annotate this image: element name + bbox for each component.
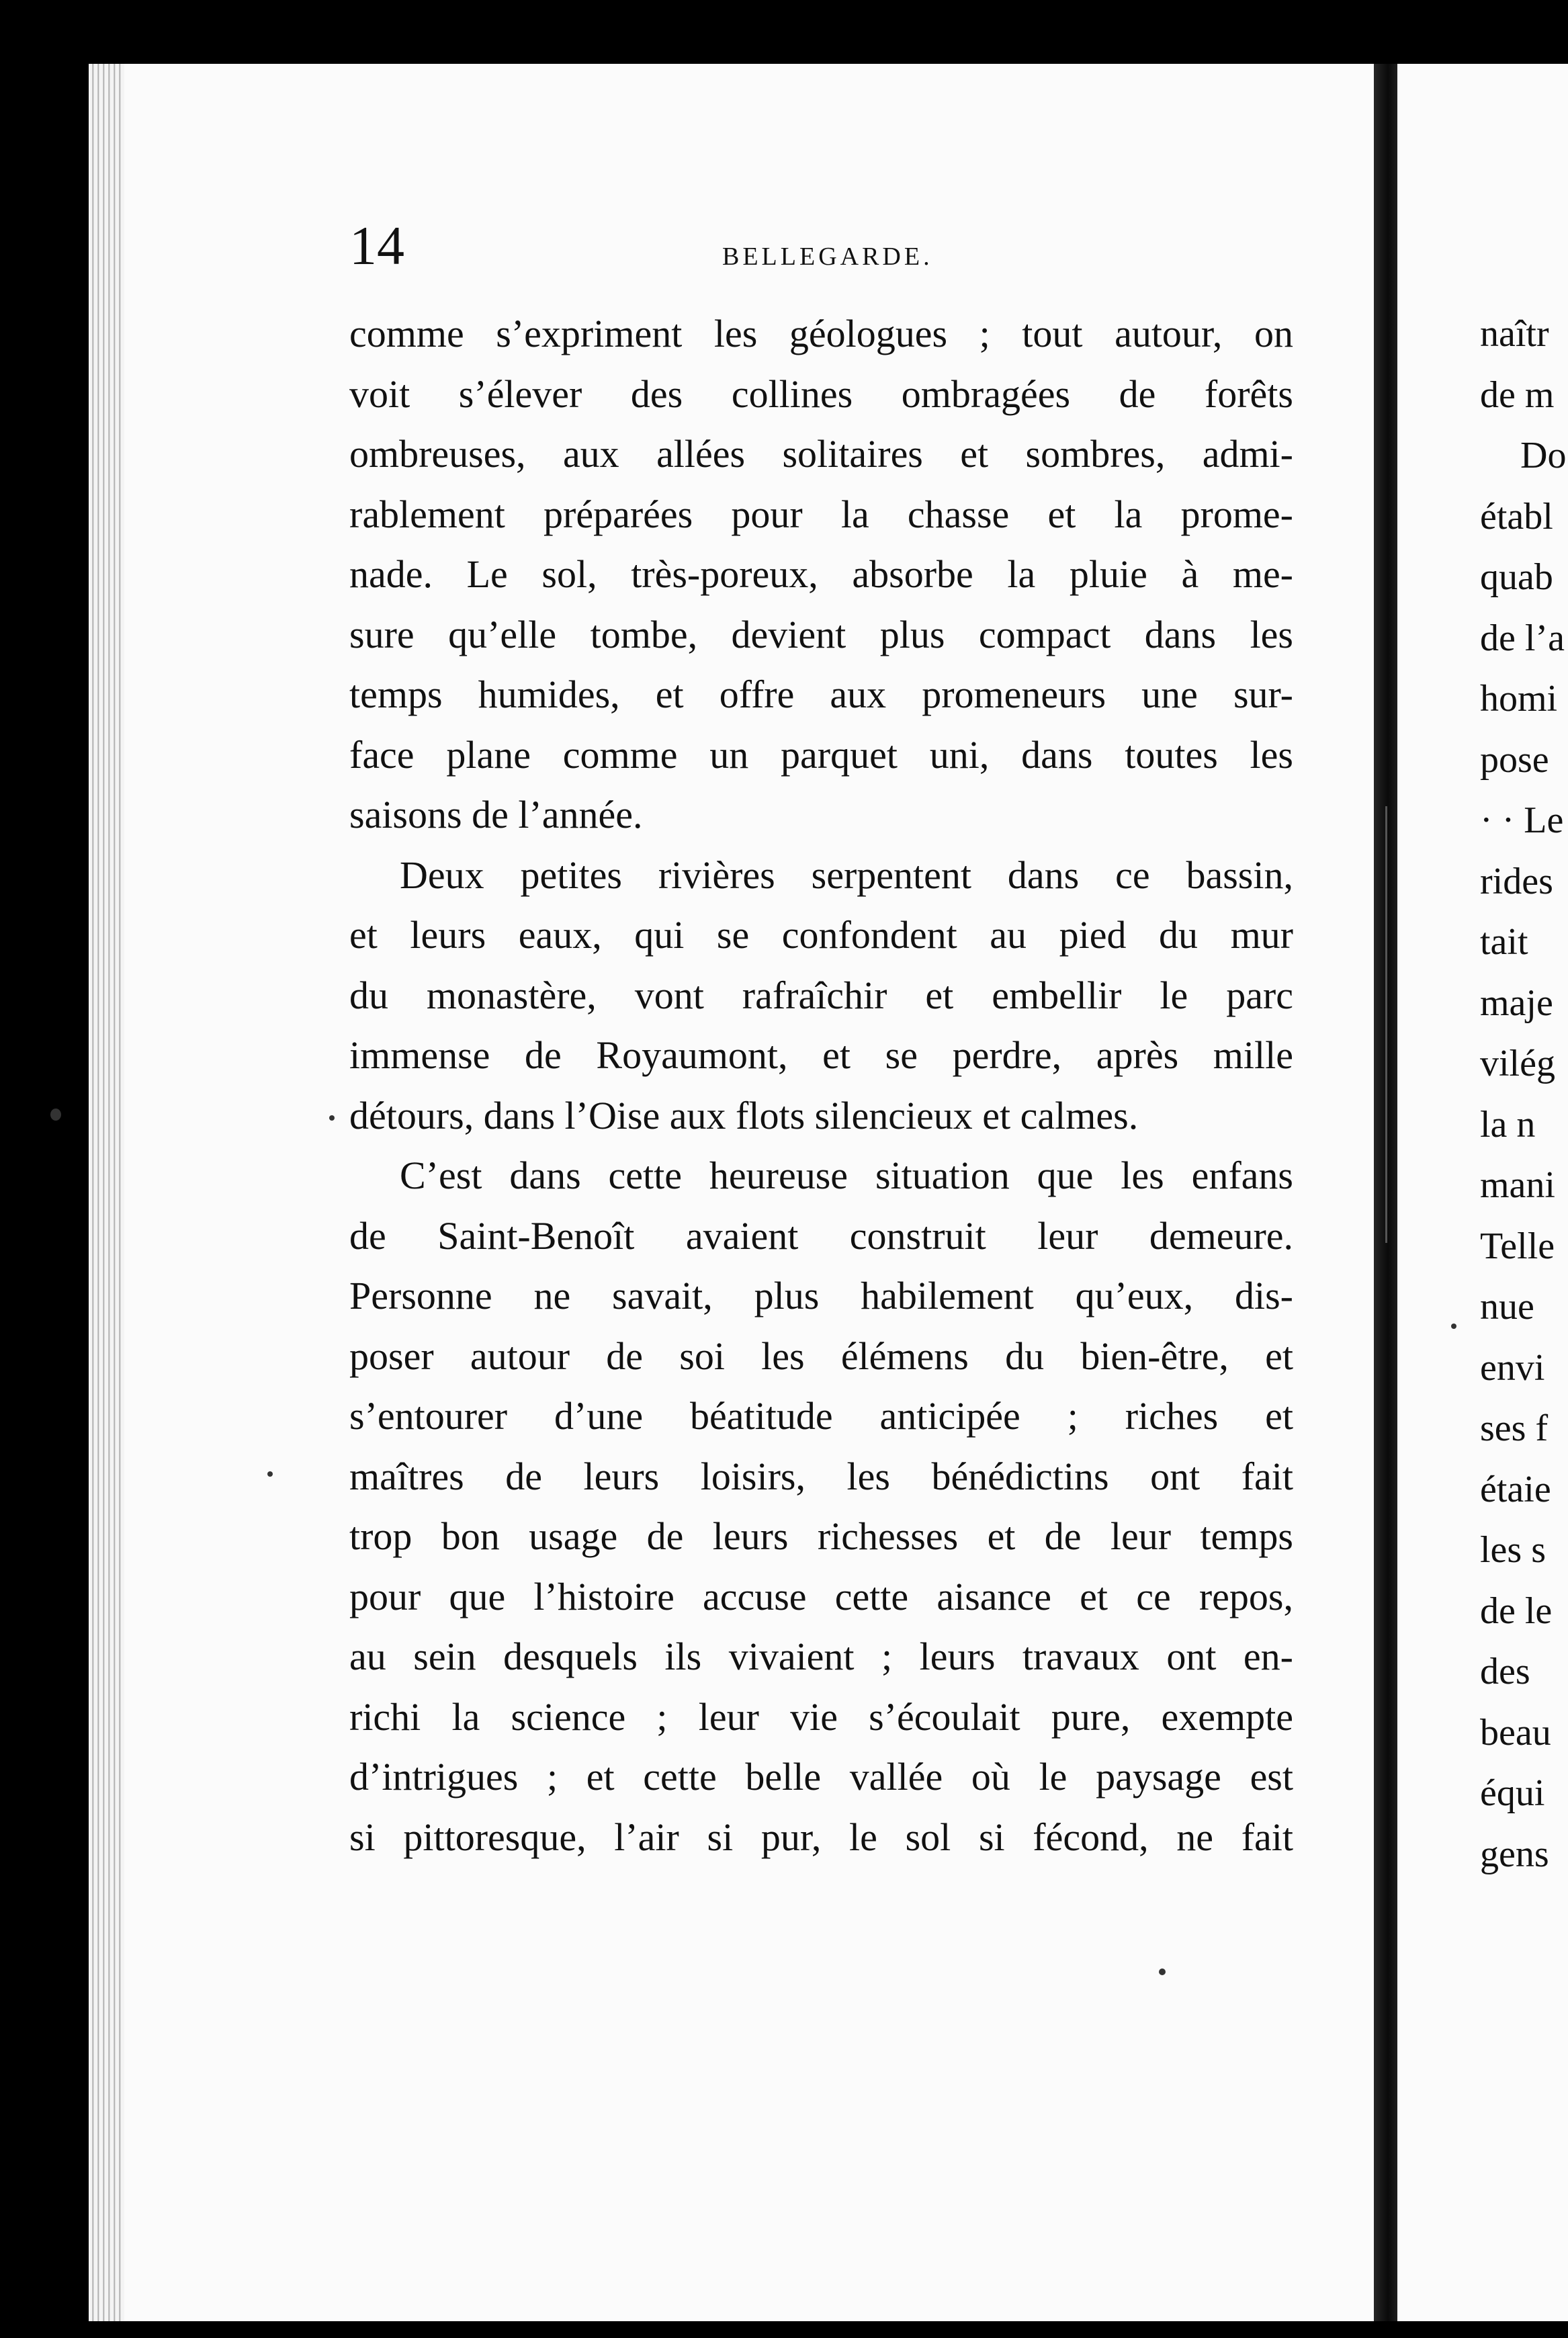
right-page-text (1480, 304, 1568, 1885)
text-line: voit s’élever des collines ombragées de forêts (349, 372, 1293, 416)
text-line: sure qu’elle tombe, devient plus compact dans les (349, 612, 1293, 656)
text-line: trop bon usage de leurs richesses et de leur temps (349, 1514, 1293, 1558)
page-number: 14 (349, 215, 404, 276)
scan-speck (50, 1109, 61, 1121)
text-line: richi la science ; leur vie s’écoulait pure, exempte (349, 1694, 1293, 1739)
partial-text-line: maje (1480, 982, 1553, 1024)
text-line: s’entourer d’une béatitude anticipée ; riches et (349, 1394, 1293, 1438)
text-line: saisons de l’année. (349, 793, 643, 836)
text-line: Deux petites rivières serpentent dans ce bassin, (400, 853, 1293, 897)
text-line: détours, dans l’Oise aux flots silencieux et calmes. (349, 1093, 1139, 1137)
partial-text-line: beau (1480, 1711, 1551, 1754)
partial-text-line: des (1480, 1651, 1530, 1692)
text-line: face plane comme un parquet uni, dans toutes les (349, 732, 1293, 777)
text-line: si pittoresque, l’air si pur, le sol si fécond, ne fait (349, 1815, 1293, 1859)
partial-text-line: de m (1480, 374, 1555, 416)
partial-text-line: nue (1480, 1286, 1534, 1328)
text-line: rablement préparées pour la chasse et la prome- (349, 492, 1293, 536)
partial-text-line: Do (1520, 435, 1567, 476)
running-head: BELLEGARDE. (722, 243, 933, 271)
partial-text-line: envi (1480, 1346, 1545, 1389)
partial-text-line: · · Le (1480, 799, 1564, 841)
text-line: et leurs eaux, qui se confondent au pied du mur (349, 913, 1293, 957)
text-line: maîtres de leurs loisirs, les bénédictins ont fait (349, 1454, 1293, 1498)
text-line: immense de Royaumont, et se perdre, après mille (349, 1033, 1293, 1077)
left-page-text (349, 304, 1293, 1867)
partial-text-line: naîtr (1480, 313, 1549, 355)
partial-text-line: gens (1480, 1833, 1549, 1875)
partial-text-line: pose (1480, 738, 1549, 781)
partial-text-line: rides (1480, 860, 1553, 902)
text-line: temps humides, et offre aux promeneurs une sur- (349, 673, 1293, 716)
text-line: poser autour de soi les élémens du bien-être, et (349, 1334, 1293, 1378)
partial-text-line: les s (1480, 1529, 1546, 1571)
partial-text-line: vilég (1480, 1043, 1555, 1084)
text-line: au sein desquels ils vivaient ; leurs travaux ont en- (349, 1635, 1293, 1678)
scan-speck (1451, 1324, 1456, 1329)
text-line: pour que l’histoire accuse cette aisance et ce repos, (349, 1574, 1293, 1618)
text-line: d’intrigues ; et cette belle vallée où le paysage est (349, 1755, 1293, 1799)
partial-text-line: étaie (1480, 1468, 1551, 1510)
partial-text-line: la n (1480, 1103, 1536, 1145)
scan-speck (1159, 1968, 1166, 1975)
partial-text-line: homi (1480, 678, 1558, 720)
partial-text-line: équi (1480, 1772, 1545, 1814)
partial-text-line: Telle (1480, 1225, 1555, 1267)
partial-text-line: ses f (1480, 1408, 1549, 1449)
page-edge-line (1385, 806, 1387, 1243)
partial-text-line: de l’a (1480, 617, 1565, 659)
text-line: du monastère, vont rafraîchir et embellir le parc (349, 973, 1293, 1017)
page-header (349, 215, 1317, 292)
partial-text-line: mani (1480, 1164, 1555, 1206)
scan-speck (329, 1115, 335, 1121)
text-line: de Saint-Benoît avaient construit leur demeure. (349, 1213, 1293, 1258)
partial-text-line: quab (1480, 556, 1553, 598)
partial-text-line: établ (1480, 495, 1553, 537)
text-line: comme s’expriment les géologues ; tout autour, on (349, 312, 1293, 355)
text-line: nade. Le sol, très-poreux, absorbe la pluie à me- (349, 552, 1293, 596)
text-line: Personne ne savait, plus habilement qu’eux, dis- (349, 1274, 1293, 1317)
text-line: ombreuses, aux allées solitaires et sombres, admi- (349, 432, 1293, 476)
scan-speck (267, 1471, 273, 1477)
partial-text-line: tait (1480, 921, 1528, 963)
text-line: C’est dans cette heureuse situation que les enfans (400, 1154, 1293, 1197)
partial-text-line: de le (1480, 1590, 1553, 1632)
